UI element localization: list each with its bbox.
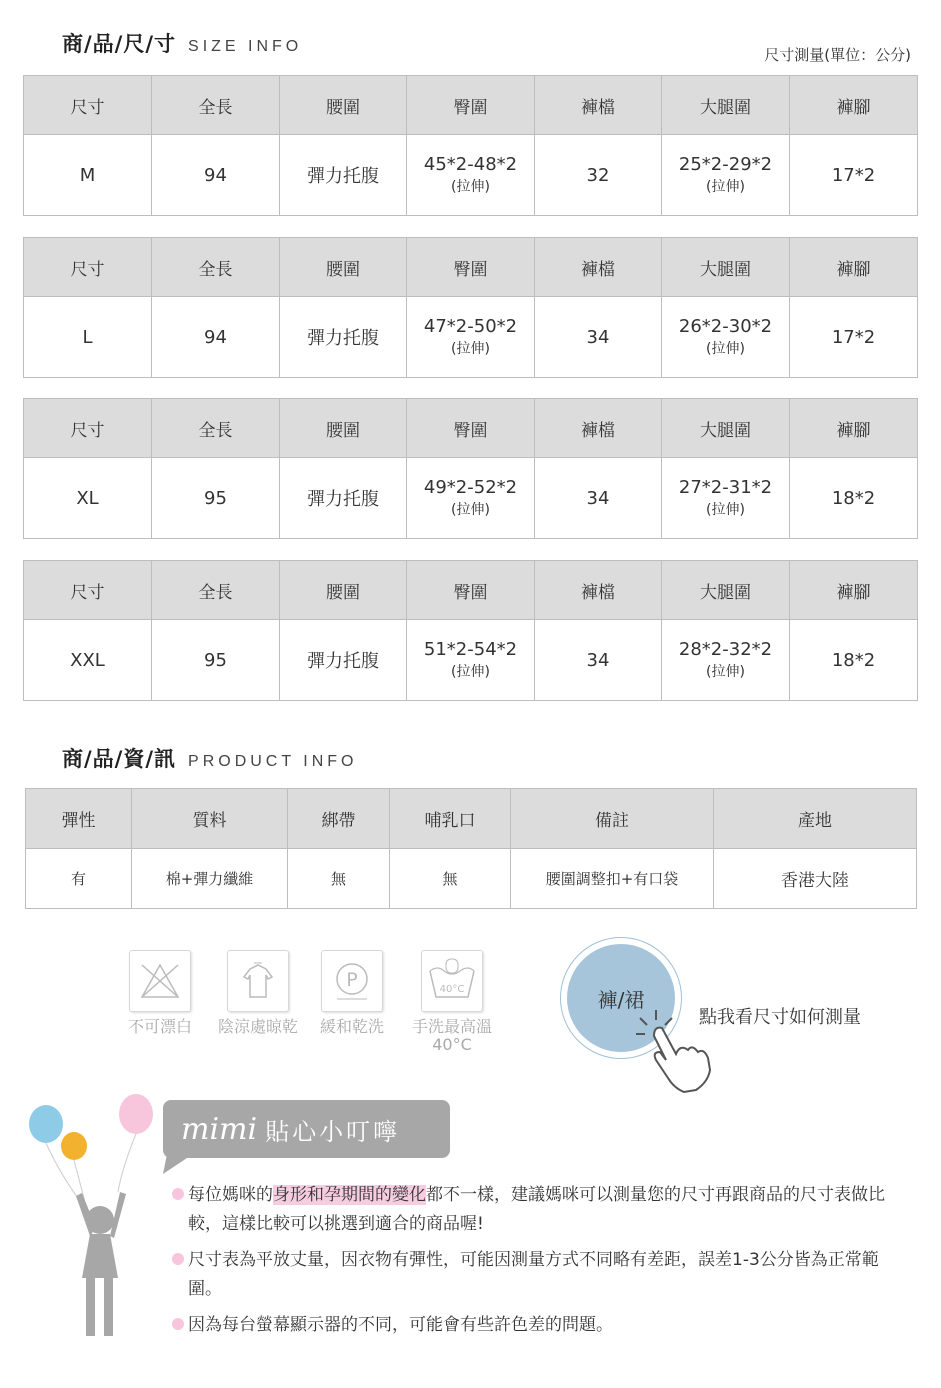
cell-hem (790, 620, 918, 701)
cell-length (152, 620, 280, 701)
cell-length-value: 94 (204, 326, 227, 348)
header-waist: 腰圍 (280, 399, 407, 458)
cell-hem (790, 297, 918, 378)
cell-thigh (662, 297, 790, 378)
mimi-tips-banner (163, 1100, 450, 1158)
value-material: 棉+彈力纖維 (132, 849, 288, 909)
cell-rise (535, 135, 662, 216)
size-header-row (24, 561, 918, 620)
header-material: 質料 (132, 789, 288, 849)
size-table-l (23, 237, 918, 378)
cell-thigh-note: (拉伸) (706, 664, 745, 680)
tip3-text: 因為每台螢幕顯示器的不同，可能會有些許色差的問題。 (188, 1315, 613, 1335)
balloon-icon (29, 1094, 153, 1206)
header-thigh: 大腿圍 (662, 399, 790, 458)
size-row (24, 458, 918, 539)
cell-size (24, 135, 152, 216)
cell-thigh-value: 28*2-32*2 (678, 639, 773, 660)
cell-hem (790, 458, 918, 539)
size-title-en: SIZE INFO (188, 38, 303, 55)
cell-waist (280, 620, 407, 701)
hand-wash-icon (421, 950, 483, 1012)
cell-hip (407, 135, 535, 216)
value-elasticity: 有 (26, 849, 132, 909)
cell-hip-note: (拉伸) (451, 664, 490, 680)
cell-hip-note: (拉伸) (451, 179, 490, 195)
tip1-post: 都不一樣，建議媽咪可以測量您的尺寸再跟商品的尺寸表做比較，這樣比較可以挑選到適合的商品喔! (188, 1185, 885, 1234)
cell-size-value: XXL (70, 649, 105, 671)
size-header-row (24, 238, 918, 297)
size-info-title (62, 28, 302, 58)
header-hem: 褲腳 (790, 76, 918, 135)
cell-thigh (662, 135, 790, 216)
cell-waist (280, 297, 407, 378)
cell-rise-value: 34 (586, 649, 610, 671)
cell-thigh-note: (拉伸) (706, 179, 745, 195)
cell-size (24, 458, 152, 539)
header-nursing: 哺乳口 (390, 789, 511, 849)
bullet-dot-icon (172, 1318, 184, 1330)
size-header-row (24, 399, 918, 458)
bullet-dot-icon (172, 1188, 184, 1200)
header-waist: 腰圍 (280, 561, 407, 620)
value-origin: 香港大陸 (714, 849, 917, 909)
cell-thigh-value: 25*2-29*2 (678, 154, 773, 175)
cell-rise (535, 458, 662, 539)
care-label: 緩和乾洗 (320, 1017, 385, 1036)
cell-waist-value: 彈力托腹 (307, 328, 379, 349)
tip2-text: 尺寸表為平放丈量，因衣物有彈性，可能因測量方式不同略有差距，誤差1-3公分皆為正常範圍。 (188, 1250, 879, 1299)
cell-size (24, 297, 152, 378)
care-hand-wash (412, 950, 492, 1054)
header-notes: 備註 (511, 789, 714, 849)
how-to-measure-link[interactable]: 點我看尺寸如何測量 (699, 1007, 861, 1028)
care-gentle-dryclean (320, 950, 384, 1036)
header-waist: 腰圍 (280, 76, 407, 135)
cell-hip-value: 49*2-52*2 (423, 477, 518, 498)
size-row (24, 297, 918, 378)
header-length: 全長 (152, 561, 280, 620)
tip-item (172, 1311, 907, 1340)
cell-length (152, 297, 280, 378)
header-hip: 臀圍 (407, 238, 535, 297)
header-waist: 腰圍 (280, 238, 407, 297)
cell-length-value: 95 (204, 487, 227, 509)
cell-rise (535, 297, 662, 378)
value-notes: 腰圍調整扣+有口袋 (511, 849, 714, 909)
header-hem: 褲腳 (790, 238, 918, 297)
size-table-xl (23, 398, 918, 539)
cell-hip-note: (拉伸) (451, 502, 490, 518)
header-length: 全長 (152, 399, 280, 458)
cell-thigh (662, 458, 790, 539)
mimi-logo: mimi (181, 1111, 258, 1147)
cell-hip (407, 297, 535, 378)
cell-length-value: 95 (204, 649, 227, 671)
header-thigh: 大腿圍 (662, 76, 790, 135)
size-row (24, 620, 918, 701)
cell-thigh-note: (拉伸) (706, 502, 745, 518)
header-rise: 褲檔 (535, 76, 662, 135)
cell-hem-value: 18*2 (831, 649, 876, 671)
product-info-title (62, 743, 358, 773)
header-rise: 褲檔 (535, 238, 662, 297)
header-size: 尺寸 (24, 399, 152, 458)
cell-size-value: M (79, 164, 96, 186)
care-shade-dry (218, 950, 298, 1036)
header-hip: 臀圍 (407, 561, 535, 620)
care-no-bleach (128, 950, 192, 1036)
header-hip: 臀圍 (407, 76, 535, 135)
cell-length-value: 94 (204, 164, 227, 186)
care-label-temp: 40°C (432, 1035, 472, 1054)
shade-dry-icon (227, 950, 289, 1012)
bullet-dot-icon (172, 1253, 184, 1265)
cell-length (152, 135, 280, 216)
cell-hip-note: (拉伸) (451, 341, 490, 357)
header-size: 尺寸 (24, 238, 152, 297)
cell-hem-value: 17*2 (831, 326, 876, 348)
cell-hem-value: 17*2 (831, 164, 876, 186)
wash-temp-glyph: 40°C (439, 984, 465, 995)
cell-waist-value: 彈力托腹 (307, 651, 379, 672)
cell-waist-value: 彈力托腹 (307, 166, 379, 187)
care-label: 不可漂白 (128, 1017, 193, 1036)
header-size: 尺寸 (24, 76, 152, 135)
cell-thigh-note: (拉伸) (706, 341, 745, 357)
cell-size-value: L (82, 326, 93, 348)
pants-skirt-label: 褲/裙 (567, 944, 675, 1052)
dryclean-glyph: P (346, 969, 358, 991)
care-label: 陰涼處晾乾 (218, 1017, 299, 1036)
product-header-row (26, 789, 917, 849)
header-rise: 褲檔 (535, 561, 662, 620)
cell-hem-value: 18*2 (831, 487, 876, 509)
product-info-table (25, 788, 917, 909)
header-elasticity: 彈性 (26, 789, 132, 849)
tip-item (172, 1181, 907, 1239)
cell-size (24, 620, 152, 701)
tip1-pre: 每位媽咪的 (188, 1185, 273, 1205)
size-title-zh: 商/品/尺/寸 (62, 32, 177, 56)
tip-item (172, 1246, 907, 1304)
header-thigh: 大腿圍 (662, 238, 790, 297)
product-value-row (26, 849, 917, 909)
gentle-dryclean-icon (321, 950, 383, 1012)
cell-hip-value: 45*2-48*2 (423, 154, 518, 175)
child-balloons-illustration (22, 1088, 162, 1348)
tips-title: 貼心小叮嚀 (265, 1117, 401, 1146)
cell-hip-value: 51*2-54*2 (423, 639, 518, 660)
header-size: 尺寸 (24, 561, 152, 620)
header-hip: 臀圍 (407, 399, 535, 458)
cell-waist (280, 135, 407, 216)
header-thigh: 大腿圍 (662, 561, 790, 620)
value-nursing: 無 (390, 849, 511, 909)
cell-hip (407, 620, 535, 701)
cell-thigh-value: 27*2-31*2 (678, 477, 773, 498)
tips-list (172, 1181, 907, 1347)
care-label: 手洗最高溫 (412, 1017, 493, 1036)
tip1-highlight: 身形和孕期間的變化 (273, 1185, 426, 1205)
cell-size-value: XL (76, 487, 99, 509)
header-hem: 褲腳 (790, 399, 918, 458)
unit-note: 尺寸測量(單位：公分) (764, 46, 911, 64)
cell-rise-value: 34 (586, 326, 610, 348)
size-header-row (24, 76, 918, 135)
cell-waist (280, 458, 407, 539)
header-hem: 褲腳 (790, 561, 918, 620)
size-row (24, 135, 918, 216)
header-origin: 產地 (714, 789, 917, 849)
cell-thigh-value: 26*2-30*2 (678, 316, 773, 337)
header-rise: 褲檔 (535, 399, 662, 458)
size-table-m (23, 75, 918, 216)
no-bleach-icon (129, 950, 191, 1012)
header-length: 全長 (152, 238, 280, 297)
header-strap: 綁帶 (288, 789, 390, 849)
cell-rise-value: 32 (586, 164, 610, 186)
cell-rise (535, 620, 662, 701)
cell-waist-value: 彈力托腹 (307, 489, 379, 510)
bubble-tail (163, 1154, 203, 1176)
value-strap: 無 (288, 849, 390, 909)
cell-rise-value: 34 (586, 487, 610, 509)
cell-hip (407, 458, 535, 539)
cell-length (152, 458, 280, 539)
header-length: 全長 (152, 76, 280, 135)
child-icon (76, 1192, 126, 1336)
product-title-en: PRODUCT INFO (188, 753, 358, 770)
size-table-xxl (23, 560, 918, 701)
cell-thigh (662, 620, 790, 701)
product-title-zh: 商/品/資/訊 (62, 747, 177, 771)
cell-hem (790, 135, 918, 216)
cell-hip-value: 47*2-50*2 (423, 316, 518, 337)
